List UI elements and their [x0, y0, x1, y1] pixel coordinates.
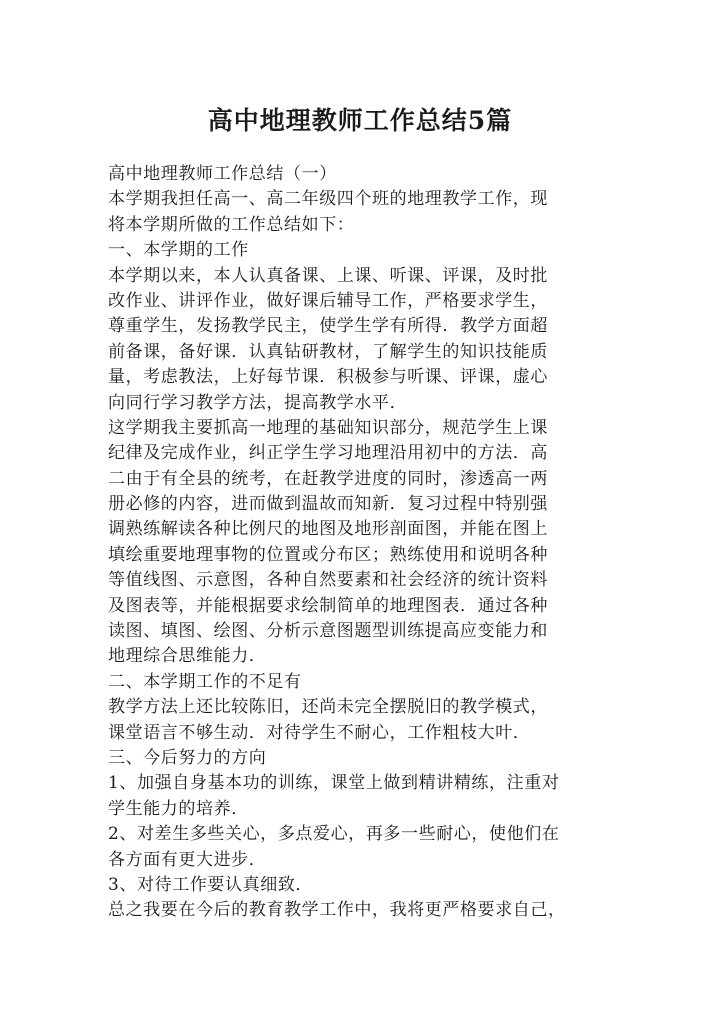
body-line: 这学期我主要抓高一地理的基础知识部分，规范学生上课: [108, 417, 548, 438]
body-line: 前备课，备好课．认真钻研教材，了解学生的知识技能质: [108, 341, 548, 362]
document-body: [108, 162, 608, 924]
body-line: 向同行学习教学方法，提高教学水平．: [108, 392, 408, 413]
section-heading: 一、本学期的工作: [108, 240, 249, 261]
body-line: 读图、填图、绘图、分析示意图题型训练提高应变能力和: [108, 621, 548, 642]
body-line: 等值线图、示意图，各种自然要素和社会经济的统计资料: [108, 570, 548, 591]
body-line: 尊重学生，发扬教学民主，使学生学有所得．教学方面超: [108, 316, 548, 337]
section-heading: 二、本学期工作的不足有: [108, 671, 302, 692]
body-line: 本学期我担任高一、高二年级四个班的地理教学工作，现: [108, 189, 548, 210]
list-item: 1、加强自身基本功的训练，课堂上做到精讲精练，注重对: [108, 773, 560, 794]
body-line: 课堂语言不够生动．对待学生不耐心，工作粗枝大叶．: [108, 722, 531, 743]
body-line: 调熟练解读各种比例尺的地图及地形剖面图，并能在图上: [108, 519, 548, 540]
body-line: 地理综合思维能力．: [108, 646, 267, 667]
list-item-continuation: 各方面有更大进步．: [108, 849, 267, 870]
list-item: 3、对待工作要认真细致．: [108, 874, 314, 895]
body-line: 高中地理教师工作总结（一）: [108, 164, 337, 184]
body-line: 册必修的内容，进而做到温故而知新．复习过程中特别强: [108, 494, 548, 515]
body-line: 改作业、讲评作业，做好课后辅导工作，严格要求学生，: [108, 290, 548, 311]
body-line: 量，考虑教法，上好每节课．积极参与听课、评课，虚心: [108, 367, 548, 388]
section-heading: 三、今后努力的方向: [108, 747, 267, 768]
body-line: 纪律及完成作业，纠正学生学习地理沿用初中的方法．高: [108, 443, 548, 464]
document-title: 高中地理教师工作总结5篇: [207, 106, 513, 135]
body-line: 本学期以来，本人认真备课、上课、听课、评课，及时批: [108, 265, 548, 286]
body-line: 将本学期所做的工作总结如下：: [108, 214, 355, 235]
body-line: 二由于有全县的统考，在赶教学进度的同时，渗透高一两: [108, 468, 548, 489]
body-line: 教学方法上还比较陈旧，还尚未完全摆脱旧的教学模式，: [108, 697, 548, 718]
body-line: 及图表等，并能根据要求绘制简单的地理图表．通过各种: [108, 595, 548, 616]
list-item: 2、对差生多些关心，多点爱心，再多一些耐心，使他们在: [108, 824, 560, 845]
body-line: 总之我要在今后的教育教学工作中，我将更严格要求自己，: [108, 900, 566, 921]
list-item-continuation: 学生能力的培养．: [108, 798, 249, 819]
body-line: 填绘重要地理事物的位置或分布区；熟练使用和说明各种: [108, 544, 548, 565]
